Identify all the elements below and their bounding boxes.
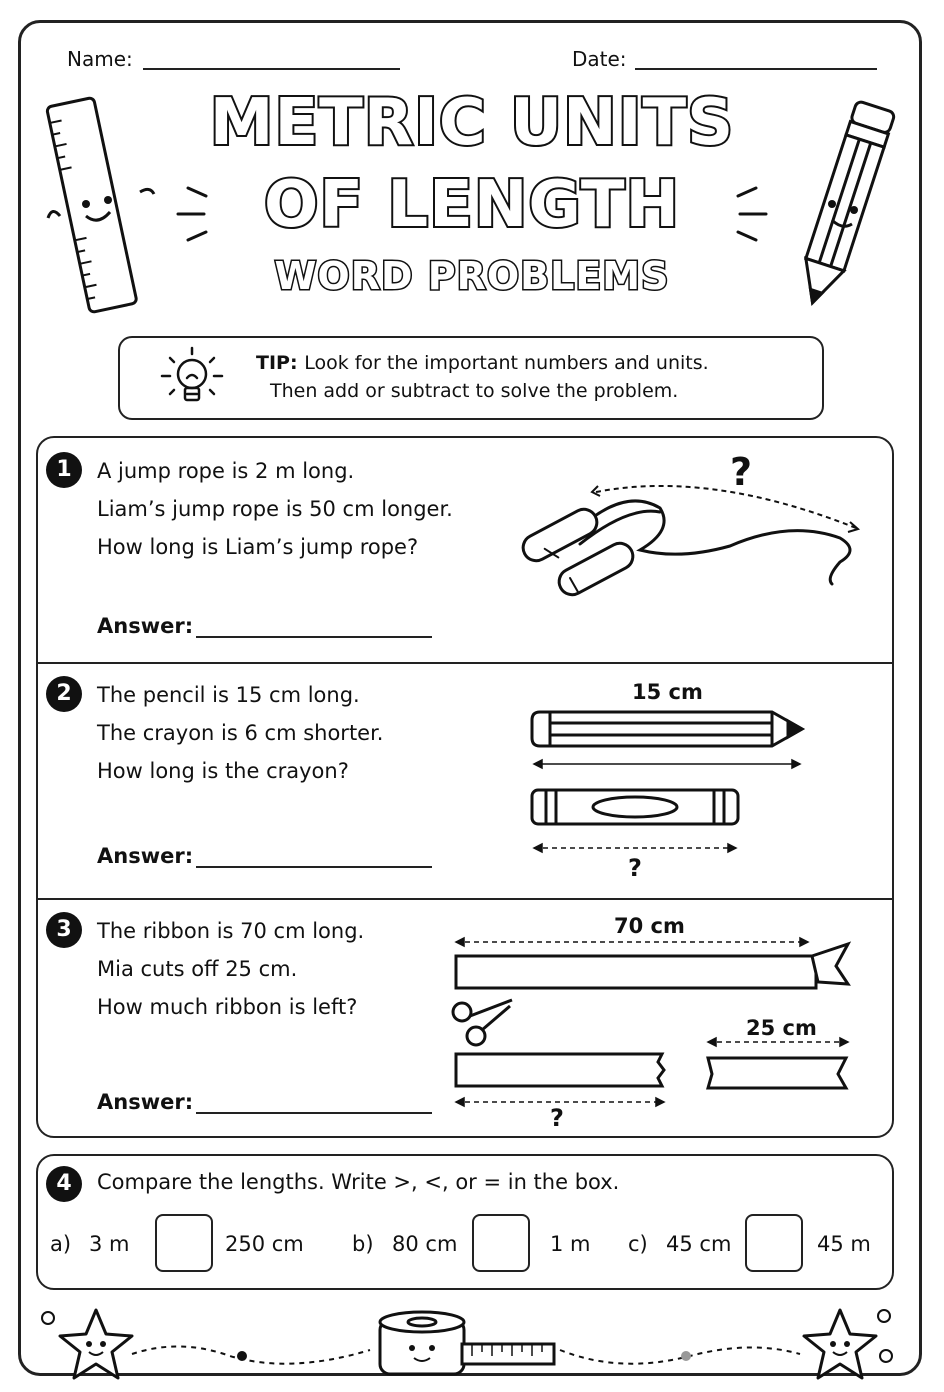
problem-3-text: [97, 912, 364, 1026]
right-value: 45 m: [817, 1232, 871, 1256]
problem-1-text: [97, 452, 453, 566]
measure-label: 25 cm: [746, 1016, 817, 1040]
unknown-length-label: ?: [550, 1104, 564, 1132]
measure-label: 15 cm: [632, 680, 703, 704]
answer-label: Answer:: [97, 1090, 194, 1114]
compare-instruction: Compare the lengths. Write >, <, or = in the box.: [97, 1170, 620, 1194]
problem-line: How long is the crayon?: [97, 759, 349, 783]
compare-answer-box[interactable]: [472, 1214, 530, 1272]
subtitle: WORD PROBLEMS: [274, 254, 670, 298]
problem-number-badge: 1: [46, 452, 82, 488]
divider: [36, 898, 894, 900]
unknown-length-label: ?: [628, 854, 642, 882]
left-value: 80 cm: [392, 1232, 458, 1256]
item-letter: a): [50, 1232, 72, 1256]
tip-label: TIP:: [256, 352, 298, 374]
scissors-icon: [448, 994, 518, 1054]
left-value: 45 cm: [666, 1232, 732, 1256]
answer-field[interactable]: [196, 636, 432, 638]
name-label: Name:: [67, 47, 133, 71]
problem-line: The ribbon is 70 cm long.: [97, 919, 365, 943]
problem-number-badge: 2: [46, 676, 82, 712]
compare-answer-box[interactable]: [745, 1214, 803, 1272]
title-line-2: OF LENGTH: [263, 168, 681, 242]
compare-answer-box[interactable]: [155, 1214, 213, 1272]
answer-label: Answer:: [97, 614, 194, 638]
title-line-1: METRIC UNITS: [209, 86, 735, 160]
problem-number-badge: 4: [46, 1166, 82, 1202]
answer-label: Answer:: [97, 844, 194, 868]
problem-line: Liam’s jump rope is 50 cm longer.: [97, 497, 453, 521]
problem-line: A jump rope is 2 m long.: [97, 459, 355, 483]
problem-line: The crayon is 6 cm shorter.: [97, 721, 384, 745]
problem-number-badge: 3: [46, 912, 82, 948]
problem-line: How much ribbon is left?: [97, 995, 358, 1019]
tape-measure-icon: [376, 1306, 566, 1378]
star-icon: [800, 1306, 880, 1382]
unknown-length-label: ?: [730, 450, 753, 494]
tip-text-2: Then add or subtract to solve the problem.: [270, 380, 679, 402]
item-letter: c): [628, 1232, 648, 1256]
tip-text-1: Look for the important numbers and units.: [304, 352, 709, 374]
answer-field[interactable]: [196, 866, 432, 868]
date-label: Date:: [572, 47, 627, 71]
lightbulb-icon: [158, 344, 228, 414]
left-value: 3 m: [89, 1232, 130, 1256]
ruler-mascot-icon: [46, 96, 166, 316]
answer-field[interactable]: [196, 1112, 432, 1114]
item-letter: b): [352, 1232, 374, 1256]
pencil-mascot-icon: [790, 96, 900, 316]
right-value: 250 cm: [225, 1232, 304, 1256]
problem-line: The pencil is 15 cm long.: [97, 683, 360, 707]
divider: [36, 662, 894, 664]
right-value: 1 m: [550, 1232, 591, 1256]
problem-line: How long is Liam’s jump rope?: [97, 535, 419, 559]
measure-label: 70 cm: [614, 914, 685, 938]
star-icon: [56, 1306, 136, 1382]
problem-line: Mia cuts off 25 cm.: [97, 957, 298, 981]
jump-rope-icon: [510, 450, 870, 610]
problem-2-text: [97, 676, 383, 790]
tip-line-1: [256, 352, 709, 374]
